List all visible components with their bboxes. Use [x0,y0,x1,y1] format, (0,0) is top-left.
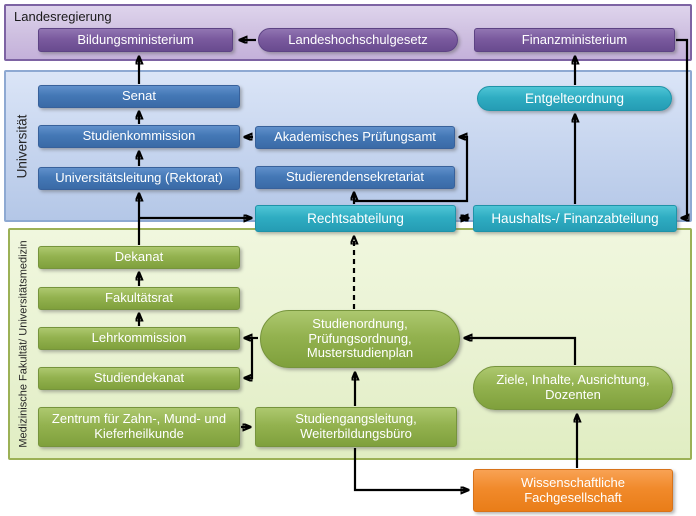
node-studienordnung: Studienordnung, Prüfungsordnung, Musterstudienplan [260,310,460,368]
node-studiengangsleitung: Studiengangsleitung, Weiterbildungsbüro [255,407,457,447]
node-entgelteordnung: Entgelteordnung [477,86,672,111]
band-label-medizinische-fakultaet: Medizinische Fakultät/ Universitätsmedizin [18,240,30,448]
node-lehrkommission: Lehrkommission [38,327,240,350]
node-haushalts-finanzabteilung: Haushalts-/ Finanzabteilung [473,205,677,232]
node-zentrum-zahn-mund-kieferheilkunde: Zentrum für Zahn-, Mund- und Kieferheilkunde [38,407,240,447]
node-landeshochschulgesetz: Landeshochschulgesetz [258,28,458,52]
node-universitaetsleitung: Universitätsleitung (Rektorat) [38,167,240,190]
node-finanzministerium: Finanzministerium [474,28,675,52]
node-ziele-inhalte: Ziele, Inhalte, Ausrichtung, Dozenten [473,366,673,410]
node-studiendekanat: Studiendekanat [38,367,240,390]
node-akademisches-pruefungsamt: Akademisches Prüfungsamt [255,126,455,149]
band-label-universitaet: Universität [14,114,30,178]
node-bildungsministerium: Bildungsministerium [38,28,233,52]
node-studierendensekretariat: Studierendensekretariat [255,166,455,189]
band-label-landesregierung: Landesregierung [14,9,112,24]
node-senat: Senat [38,85,240,108]
node-studienkommission: Studienkommission [38,125,240,148]
node-dekanat: Dekanat [38,246,240,269]
node-wissenschaftliche-fachgesellschaft: Wissenschaftliche Fachgesellschaft [473,469,673,512]
node-rechtsabteilung: Rechtsabteilung [255,205,456,232]
node-fakultaetsrat: Fakultätsrat [38,287,240,310]
